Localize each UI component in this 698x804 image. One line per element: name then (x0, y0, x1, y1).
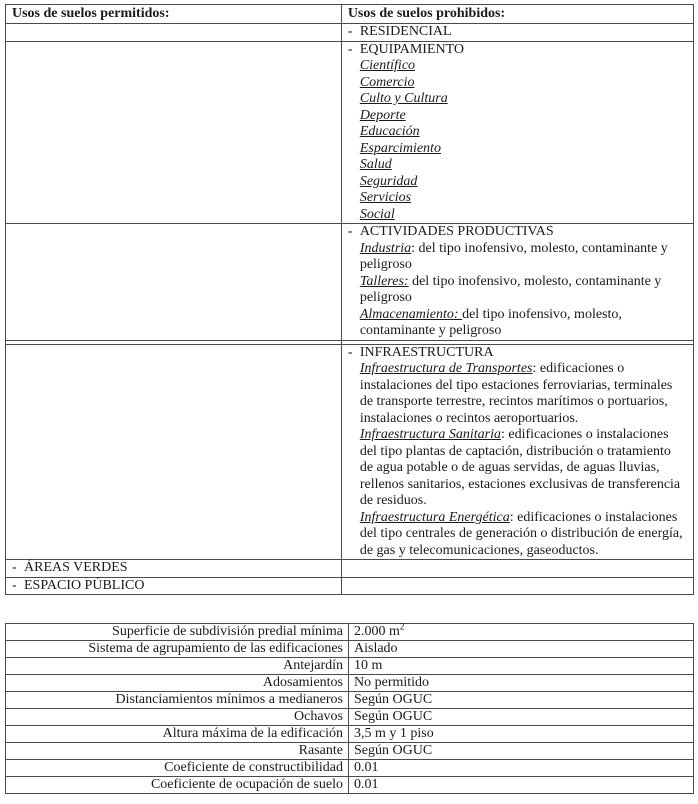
prohibited-cell: - INFRAESTRUCTURA Infraestructura de Transportes: edificaciones o instalaciones del tipo estaciones ferroviarias, terminales de transporte terrestre, recintos marítimos o portuarios, instalaciones o recintos aeroportuarios. Infraestructura Sanitaria: edificaciones o instalaciones del tipo plantas de captación, distribución o tratamiento de agua potable o de aguas servidas, de aguas lluvias, rellenos sanitarios, estaciones exclusivas de transferencia de residuos. Infraestructura Energética: edificaciones o instalaciones del tipo centrales de generación o distribución de energía, de gas y telecomunicaciones, gaseoductos. (341, 344, 693, 560)
building-parameters-table (5, 623, 694, 794)
permitted-header: Usos de suelos permitidos: (6, 5, 342, 24)
row-equipamiento (6, 41, 694, 224)
list-item: Seguridad (359, 173, 418, 189)
list-item: Social (359, 206, 395, 222)
list-item: Salud (359, 157, 392, 172)
list-item: Talleres: del tipo inofensivo, molesto, contaminante y peligroso (359, 273, 662, 305)
list-item: Infraestructura Energética: edificaciones o instalaciones del tipo centrales de generación o distribución de energía, de gas y telecomunicaciones, gaseoductos. (359, 509, 683, 558)
permitted-cell (6, 41, 342, 224)
param-value: 0.01 (349, 760, 694, 777)
param-value: Según OGUC (349, 743, 694, 760)
param-label: Rasante (6, 743, 349, 760)
list-item: Culto y Cultura (359, 91, 448, 106)
prohibited-cell: - RESIDENCIAL (341, 24, 693, 42)
prohibited-cell (341, 560, 693, 578)
permitted-cell: - ESPACIO PÚBLICO (6, 577, 342, 595)
category-title: ACTIVIDADES PRODUCTIVAS (359, 224, 554, 239)
table-row (6, 658, 694, 675)
row-areas-verdes (6, 560, 694, 578)
category-title: ÁREAS VERDES (24, 560, 128, 575)
list-item: Infraestructura de Transportes: edificaciones o instalaciones del tipo estaciones ferroviarias, terminales de transporte terrestre, recintos marítimos o portuarios, instalaciones o recintos aeroportuarios. (359, 361, 673, 426)
param-label: Distanciamientos mínimos a medianeros (6, 692, 349, 709)
param-value: Aislado (349, 641, 694, 658)
list-item: Comercio (359, 74, 415, 90)
category-title: INFRAESTRUCTURA (359, 344, 494, 360)
param-label: Ochavos (6, 709, 349, 726)
param-label: Coeficiente de ocupación de suelo (6, 777, 349, 794)
permitted-cell: - ÁREAS VERDES (6, 560, 342, 578)
table-row (6, 760, 694, 777)
prohibited-cell: - ACTIVIDADES PRODUCTIVAS Industria: del tipo inofensivo, molesto, contaminante y peligroso Talleres: del tipo inofensivo, molesto, contaminante y peligroso Almacenamiento: del tipo inofensivo, molesto, contaminante y peligroso (341, 224, 693, 341)
table-row (6, 692, 694, 709)
param-label: Adosamientos (6, 675, 349, 692)
land-uses-table (5, 4, 694, 595)
permitted-cell (6, 224, 342, 341)
row-residencial (6, 24, 694, 42)
row-infraestructura (6, 344, 694, 560)
param-label: Antejardín (6, 658, 349, 675)
list-item: Esparcimiento (359, 140, 441, 156)
param-value: 0.01 (349, 777, 694, 794)
list-item: Infraestructura Sanitaria: edificaciones o instalaciones del tipo plantas de captación, distribución o tratamiento de agua potable o de aguas servidas, de aguas lluvias, rellenos sanitarios, estaciones exclusivas de transferencia de residuos. (359, 427, 681, 508)
table-row (6, 743, 694, 760)
list-item: Deporte (359, 107, 406, 123)
list-item: Científico (359, 58, 416, 73)
list-item: Servicios (359, 190, 412, 205)
table-row (6, 726, 694, 743)
list-item: Almacenamiento: del tipo inofensivo, molesto, contaminante y peligroso (359, 306, 622, 338)
param-value: Según OGUC (349, 709, 694, 726)
prohibited-header: Usos de suelos prohibidos: (341, 5, 693, 24)
param-label: Superficie de subdivisión predial mínima (6, 624, 349, 641)
prohibited-cell (341, 577, 693, 595)
param-value: 3,5 m y 1 piso (349, 726, 694, 743)
param-label: Sistema de agrupamiento de las edificaciones (6, 641, 349, 658)
header-row (6, 5, 694, 24)
prohibited-cell: - EQUIPAMIENTO Científico Comercio Culto y Cultura Deporte Educación Esparcimiento Salud Seguridad Servicios Social (341, 41, 693, 224)
table-row (6, 641, 694, 658)
permitted-cell (6, 344, 342, 560)
permitted-cell (6, 24, 342, 42)
category-title: EQUIPAMIENTO (359, 41, 465, 57)
row-espacio-publico (6, 577, 694, 595)
row-actividades-productivas (6, 224, 694, 341)
table-row (6, 777, 694, 794)
list-item: Educación (359, 124, 420, 139)
param-value: 10 m (349, 658, 694, 675)
param-label: Coeficiente de constructibilidad (6, 760, 349, 777)
param-value: 2.000 $m^2$ (349, 624, 694, 641)
table-row (6, 624, 694, 641)
list-item: Industria: del tipo inofensivo, molesto, contaminante y peligroso (359, 240, 668, 272)
table-row (6, 675, 694, 692)
param-label: Altura máxima de la edificación (6, 726, 349, 743)
category-title: ESPACIO PÚBLICO (24, 577, 145, 593)
param-value: No permitido (349, 675, 694, 692)
param-value: Según OGUC (349, 692, 694, 709)
table-row (6, 709, 694, 726)
category-title: RESIDENCIAL (359, 24, 452, 39)
